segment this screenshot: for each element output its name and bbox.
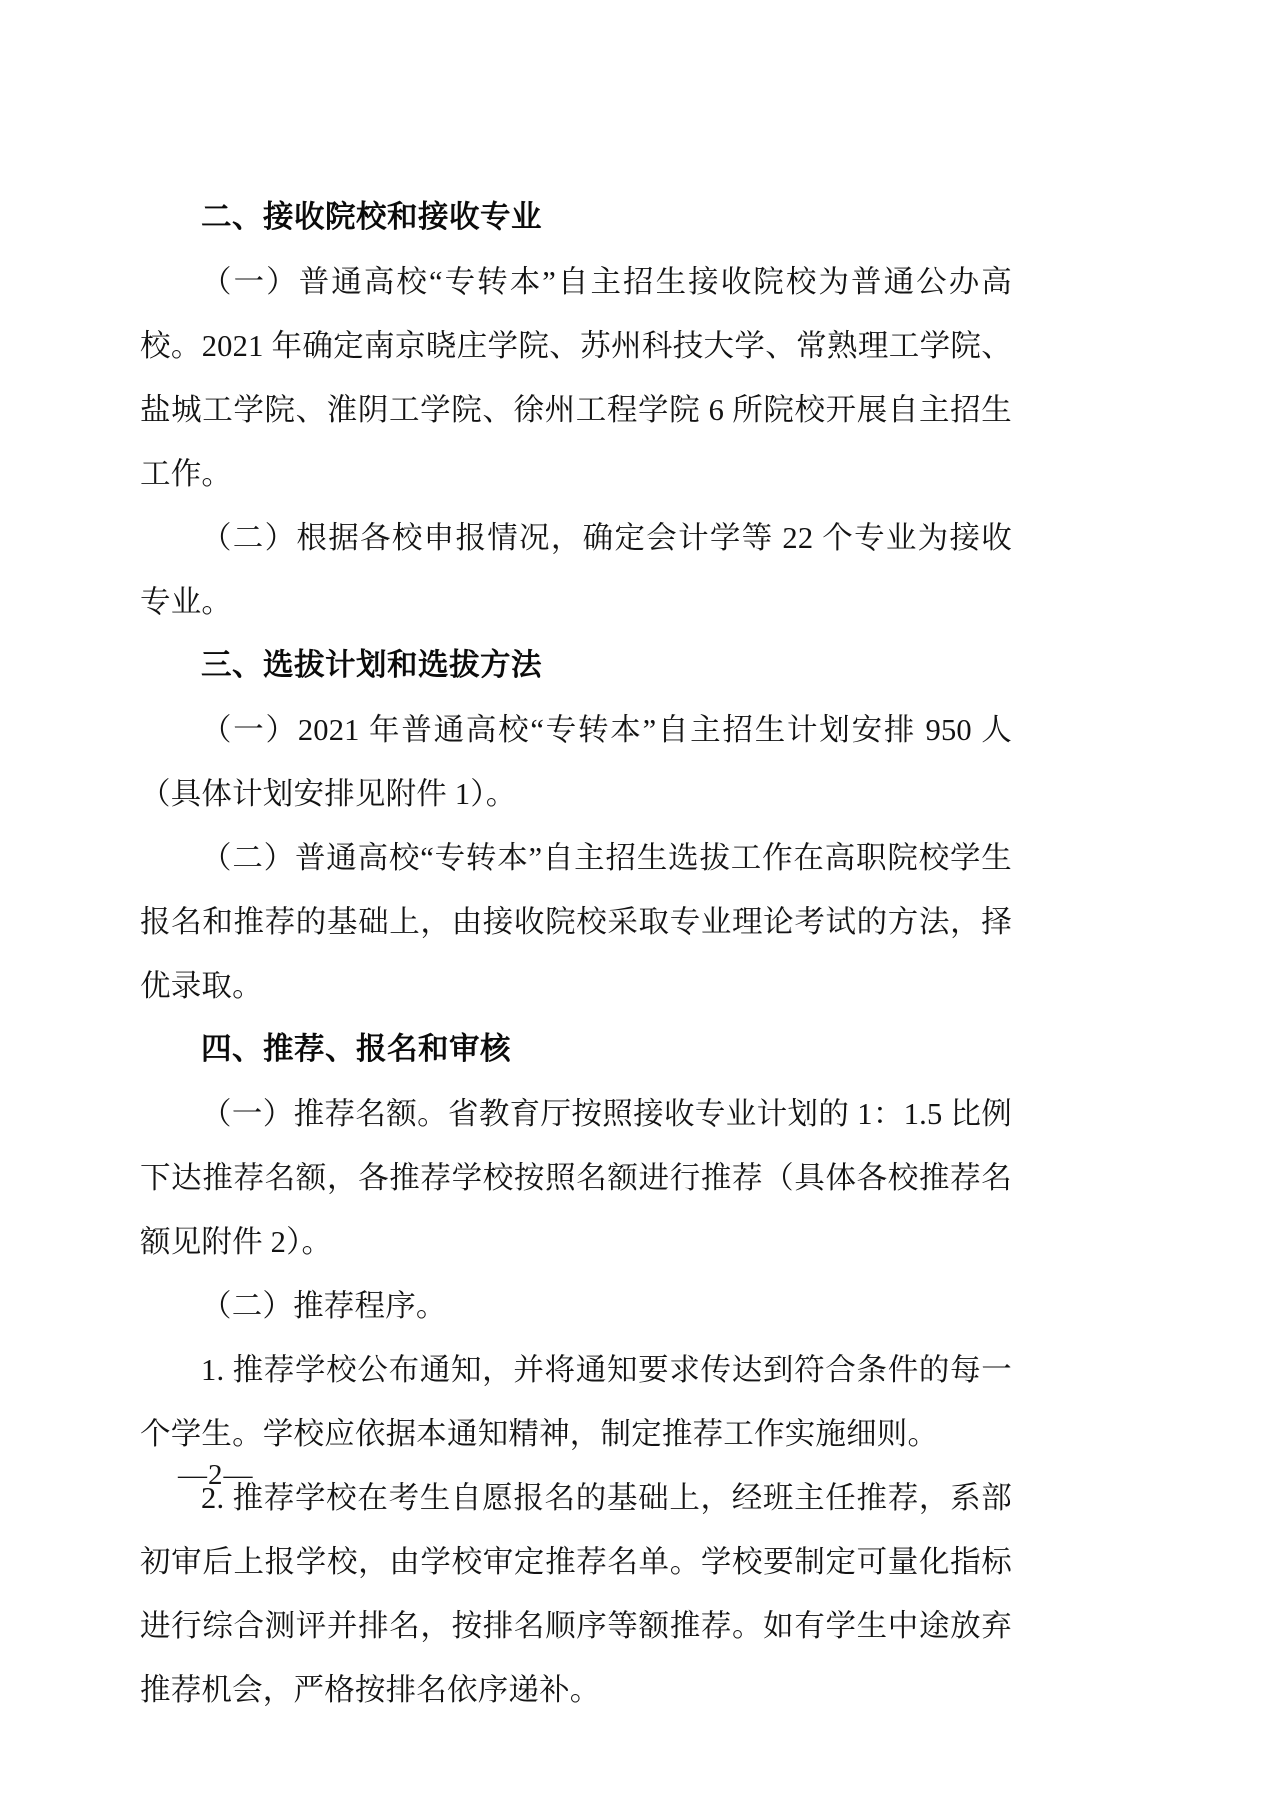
- paragraph-4-1: （一）推荐名额。省教育厅按照接收专业计划的 1：1.5 比例下达推荐名额，各推荐学校按照名额进行推荐（具体各校推荐名额见附件 2）。: [140, 1097, 1012, 1259]
- page-number: —2—: [178, 1459, 254, 1491]
- section-heading-4: 四、推荐、报名和审核: [201, 1032, 511, 1067]
- paragraph-2-1: （一）普通高校“专转本”自主招生接收院校为普通公办高校。2021 年确定南京晓庄学院、苏州科技大学、常熟理工学院、盐城工学院、淮阴工学院、徐州工程学院 6 所院校开展自主招生工作。: [140, 265, 1012, 491]
- document-body: [140, 186, 1012, 1722]
- section-heading-2: 二、接收院校和接收专业: [201, 200, 542, 235]
- paragraph-4-2: （二）推荐程序。: [201, 1289, 447, 1323]
- list-item-2: 2. 推荐学校在考生自愿报名的基础上，经班主任推荐，系部初审后上报学校，由学校审定推荐名单。学校要制定可量化指标进行综合测评并排名，按排名顺序等额推荐。如有学生中途放弃推荐机会，严格按排名依序递补。: [140, 1481, 1012, 1707]
- section-heading-3: 三、选拔计划和选拔方法: [201, 648, 542, 683]
- list-item-1: 1. 推荐学校公布通知，并将通知要求传达到符合条件的每一个学生。学校应依据本通知精神，制定推荐工作实施细则。: [140, 1353, 1012, 1451]
- paragraph-3-1: （一）2021 年普通高校“专转本”自主招生计划安排 950 人（具体计划安排见附件 1）。: [140, 713, 1012, 811]
- paragraph-3-2: （二）普通高校“专转本”自主招生选拔工作在高职院校学生报名和推荐的基础上，由接收院校采取专业理论考试的方法，择优录取。: [140, 841, 1012, 1003]
- paragraph-2-2: （二）根据各校申报情况，确定会计学等 22 个专业为接收专业。: [140, 521, 1012, 619]
